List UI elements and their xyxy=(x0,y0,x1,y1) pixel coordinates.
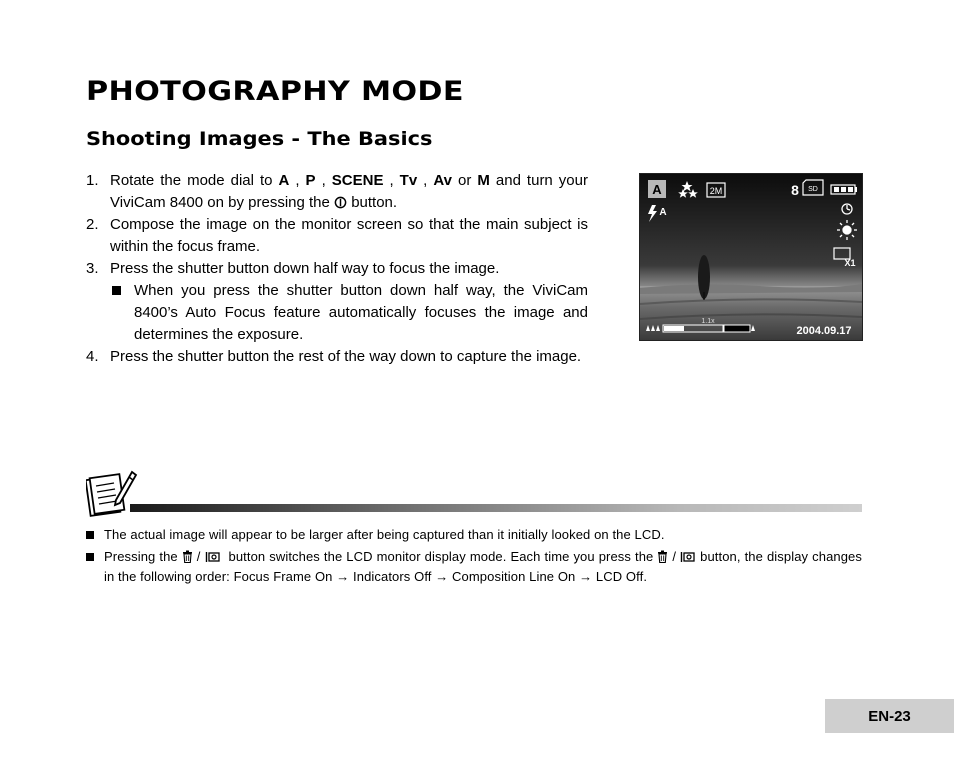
resolution-label: 2M xyxy=(709,186,723,196)
mode-tv: Tv xyxy=(399,172,418,189)
square-bullet-icon xyxy=(112,286,121,295)
square-bullet-icon xyxy=(86,531,94,539)
step-number: 4. xyxy=(86,348,99,365)
note-text: button, the display changes in the following order: Focus Frame On xyxy=(104,549,862,584)
note-divider-bar xyxy=(130,504,862,512)
step-4 xyxy=(86,346,588,368)
card-label: SD xyxy=(808,186,818,193)
arrow-right-icon: → xyxy=(336,569,350,584)
display-mode-icon xyxy=(205,550,221,563)
step-3-note xyxy=(86,280,588,346)
zoom-bar-fill xyxy=(664,326,684,331)
sep: , xyxy=(417,172,434,189)
notes-list xyxy=(86,525,862,589)
sep: , xyxy=(289,172,306,189)
sub-bullet xyxy=(110,280,588,346)
flash-mode-label: A xyxy=(659,207,667,218)
mode-scene: SCENE xyxy=(331,172,384,189)
page-number-tab xyxy=(825,699,954,733)
step-number: 3. xyxy=(86,260,99,277)
step-number: 1. xyxy=(86,172,99,189)
trash-icon xyxy=(657,550,668,563)
step-number: 2. xyxy=(86,216,99,233)
lcd-scene xyxy=(640,174,862,340)
arrow-right-icon: → xyxy=(579,569,593,584)
mode-a: A xyxy=(278,172,290,189)
digital-zoom-label: X1 xyxy=(844,258,856,268)
step-1 xyxy=(86,170,588,214)
trash-icon xyxy=(182,550,193,563)
step-text: Press the shutter button down half way to focus the image. xyxy=(110,260,500,277)
power-icon xyxy=(334,196,347,209)
note-item xyxy=(86,547,862,587)
mode-m: M xyxy=(477,172,490,189)
page-number: EN-23 xyxy=(868,707,911,725)
display-mode-icon xyxy=(680,550,696,563)
step-3 xyxy=(86,258,588,280)
lcd-preview xyxy=(639,173,863,341)
lcd-date: 2004.09.17 xyxy=(796,325,852,337)
zoom-readout: 1.1x xyxy=(701,318,715,325)
note-text: Pressing the xyxy=(104,549,182,564)
step-2 xyxy=(86,214,588,258)
separator: / xyxy=(192,549,205,564)
note-item xyxy=(86,525,862,545)
note-text: LCD Off. xyxy=(592,569,648,584)
sep: , xyxy=(383,172,400,189)
note-text: Composition Line On xyxy=(448,569,580,584)
note-text: button switches the LCD monitor display mode. Each time you press the xyxy=(228,549,658,564)
note-text: The actual image will appear to be larger after being captured than it initially looked on the LCD. xyxy=(104,527,665,542)
mode-p: P xyxy=(305,172,316,189)
arrow-right-icon: → xyxy=(435,569,449,584)
steps-list xyxy=(86,170,588,368)
white-balance-sun-icon xyxy=(837,220,857,240)
sep: , xyxy=(315,172,332,189)
step-text: Rotate the mode dial to xyxy=(110,172,279,189)
step-text: Compose the image on the monitor screen so that the main subject is within the focus frame. xyxy=(110,216,588,255)
square-bullet-icon xyxy=(86,553,94,561)
mode-a-label: A xyxy=(652,182,662,197)
step-text: and turn your ViviCam 8400 on by pressing the xyxy=(110,172,588,211)
step-text: Press the shutter button the rest of the way down to capture the image. xyxy=(110,348,582,365)
note-text: Indicators Off xyxy=(349,569,436,584)
separator: / xyxy=(668,549,681,564)
sep: or xyxy=(452,172,478,189)
sub-bullet-text: When you press the shutter button down half way, the ViviCam 8400’s Auto Focus feature automatically focuses the image and determines the exposure. xyxy=(134,282,588,343)
shots-remaining: 8 xyxy=(791,182,799,198)
mode-av: Av xyxy=(433,172,452,189)
page-title: PHOTOGRAPHY MODE xyxy=(86,76,464,107)
section-subtitle: Shooting Images - The Basics xyxy=(86,128,433,150)
step-text: button. xyxy=(347,194,398,211)
zoom-tele-icon xyxy=(646,325,660,331)
